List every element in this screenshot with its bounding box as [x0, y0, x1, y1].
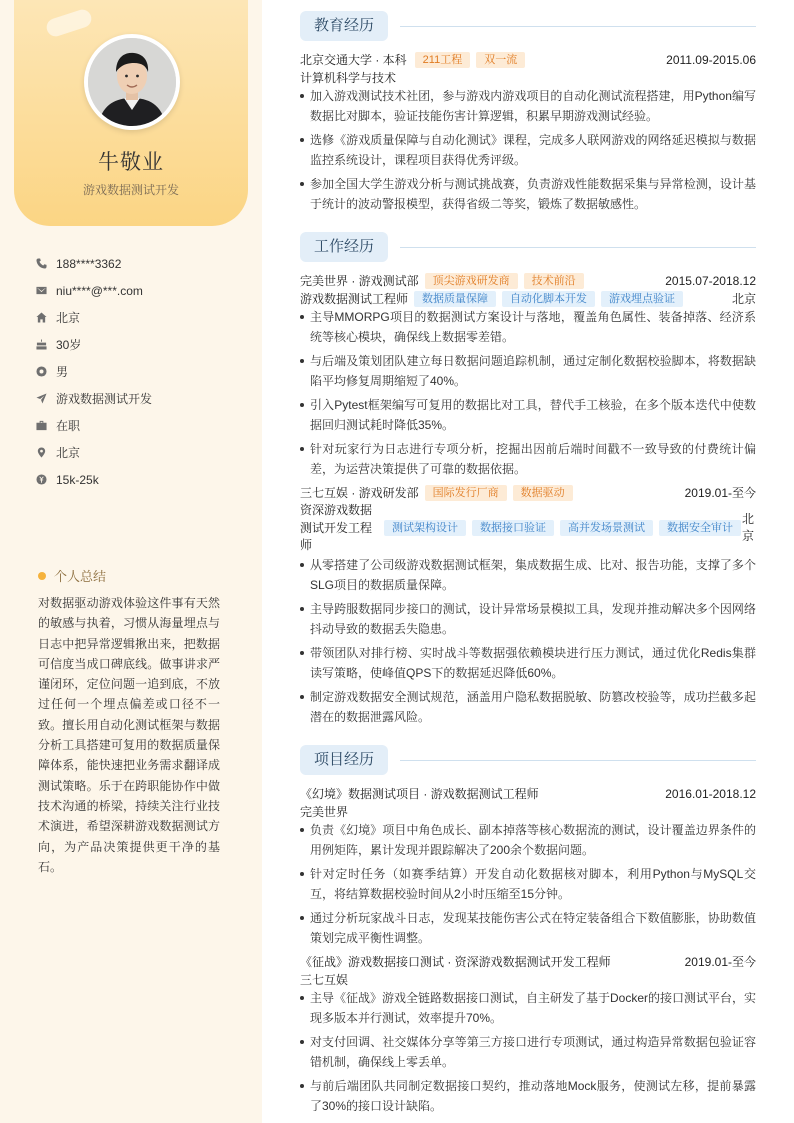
projects-title: 项目经历 [300, 745, 388, 775]
money-icon [36, 473, 56, 487]
section-divider [400, 760, 756, 761]
mail-icon [36, 284, 56, 298]
school-badge: 211工程 [415, 52, 471, 68]
gender-icon [36, 365, 56, 379]
info-email [36, 277, 246, 304]
education-title: 教育经历 [300, 11, 388, 41]
project-bullets [300, 988, 756, 1120]
info-salary-text: 15k-25k [56, 472, 99, 487]
list-item: 与前后端团队共同制定数据接口契约，推动落地Mock服务，使测试左移，提前暴露了30%的接口设计缺陷。 [300, 1076, 756, 1116]
work-heading [300, 232, 756, 262]
project-name: 《征战》游戏数据接口测试 · 资深游戏数据测试开发工程师 [300, 955, 611, 969]
project-company-row [300, 803, 756, 820]
education-school-row [300, 51, 756, 68]
list-item: 主导《征战》游戏全链路数据接口测试，自主研发了基于Docker的接口测试平台，实现多版本并行测试，效率提升70%。 [300, 988, 756, 1028]
project-title-row [300, 785, 756, 802]
skill-badge: 数据安全审计 [659, 520, 741, 536]
company-badge: 数据驱动 [513, 485, 573, 501]
skill-badge: 测试架构设计 [384, 520, 466, 536]
skill-badge: 游戏埋点验证 [601, 291, 683, 307]
list-item: 加入游戏测试技术社团，参与游戏内游戏项目的自动化测试流程搭建，用Python编写数据比对脚本，验证技能伤害计算逻辑，积累早期游戏测试经验。 [300, 86, 756, 126]
location-icon [36, 446, 56, 460]
project-company: 完美世界 [300, 805, 349, 819]
job-period: 2019.01-至今 [684, 486, 756, 500]
contact-info [36, 250, 246, 493]
job-company-row [300, 272, 756, 289]
project-bullets [300, 820, 756, 952]
project-company: 三七互娱 [300, 973, 349, 987]
work-title: 工作经历 [300, 232, 388, 262]
list-item: 选修《游戏质量保障与自动化测试》课程，完成多人联网游戏的网络延迟模拟与数据监控系统设计，课程项目获得优秀评级。 [300, 130, 756, 170]
list-item: 对支付回调、社交媒体分享等第三方接口进行专项测试，通过构造异常数据包验证容错机制，确保线上零丢单。 [300, 1032, 756, 1072]
summary-text: 对数据驱动游戏体验这件事有天然的敏感与执着，习惯从海量埋点与日志中把异常逻辑揪出来，把数据可信度当成口碑底线。做事讲求严谨闭环，定位问题一追到底，不放过任何一个埋点偏差或口径不一致。擅长用自动化测试框架与数据分析工具搭建可复用的数据质量保障体系，能快速把业务需求翻译成测试策略。乐于在跨职能协作中做技术沟通的桥梁，持续关注行业技术演进，希望深耕游戏数据测试方向，为产品决策提供更干净的基石。 [38, 596, 220, 874]
summary-heading [38, 566, 106, 585]
job-city: 北京 [731, 292, 756, 306]
phone-icon [36, 257, 56, 271]
list-item: 引入Pytest框架编写可复用的数据比对工具，替代手工核验，在多个版本迭代中使数据回归测试耗时降低35%。 [300, 395, 756, 435]
sidebar [0, 0, 262, 1123]
list-item: 通过分析玩家战斗日志，发现某技能伤害公式在特定装备组合下数值膨胀，协助数值策划完成平衡性调整。 [300, 908, 756, 948]
info-gender [36, 358, 246, 385]
skill-badge: 数据接口验证 [472, 520, 554, 536]
info-status-text: 在职 [56, 419, 81, 433]
list-item: 制定游戏数据安全测试规范，涵盖用户隐私数据脱敏、防篡改校验等，成功拦截多起潜在的数据泄露风险。 [300, 687, 756, 727]
skill-badge: 自动化脚本开发 [502, 291, 595, 307]
info-intention [36, 385, 246, 412]
job-position-row [300, 502, 756, 554]
send-icon [36, 392, 56, 406]
list-item: 与后端及策划团队建立每日数据问题追踪机制，通过定制化数据校验脚本，将数据缺陷平均修复周期缩短了40%。 [300, 351, 756, 391]
job-position-row [300, 290, 756, 307]
project-company-row [300, 971, 756, 988]
job-bullets [300, 555, 756, 731]
project-name: 《幻境》数据测试项目 · 游戏数据测试工程师 [300, 787, 539, 801]
list-item: 主导跨服数据同步接口的测试，设计异常场景模拟工具，发现并推动解决多个因网络抖动导致的数据丢失隐患。 [300, 599, 756, 639]
info-salary [36, 466, 246, 493]
company-badge: 顶尖游戏研发商 [425, 273, 518, 289]
education-bullets [300, 86, 756, 218]
cake-icon [36, 338, 56, 352]
info-location [36, 439, 246, 466]
projects-heading [300, 745, 756, 775]
school-badge: 双一流 [476, 52, 525, 68]
project-title-row [300, 953, 756, 970]
briefcase-icon [36, 419, 56, 433]
home-icon [36, 311, 56, 325]
info-intention-text: 游戏数据测试开发 [56, 392, 153, 406]
avatar-frame [84, 34, 180, 130]
section-divider [400, 247, 756, 248]
job-city: 北京 [742, 512, 755, 543]
project-period: 2019.01-至今 [684, 955, 756, 969]
info-phone-text: 188****3362 [56, 256, 122, 271]
job-period: 2015.07-2018.12 [665, 273, 756, 288]
info-phone [36, 250, 246, 277]
company-badge: 国际发行厂商 [425, 485, 507, 501]
job-bullets [300, 307, 756, 483]
school-name: 北京交通大学 · 本科 [300, 53, 407, 67]
education-heading [300, 11, 756, 41]
avatar-photo [88, 38, 176, 126]
info-email-text: niu****@***.com [56, 283, 143, 298]
list-item: 从零搭建了公司级游戏数据测试框架，集成数据生成、比对、报告功能，支撑了多个SLG项目的数据质量保障。 [300, 555, 756, 595]
company-name: 完美世界 · 游戏测试部 [300, 274, 419, 288]
info-gender-text: 男 [56, 365, 69, 379]
company-badge: 技术前沿 [524, 273, 584, 289]
profile-name: 牛敬业 [98, 151, 164, 174]
info-age-text: 30岁 [56, 338, 82, 352]
info-age [36, 331, 246, 358]
decorative-pill [44, 7, 93, 38]
job-position: 资深游戏数据测试开发工程师 [300, 503, 373, 552]
major-name: 计算机科学与技术 [300, 71, 397, 85]
skill-badge: 高并发场景测试 [560, 520, 653, 536]
avatar [88, 38, 176, 126]
info-home [36, 304, 246, 331]
list-item: 主导MMORPG项目的数据测试方案设计与落地，覆盖角色属性、装备掉落、经济系统等核心模块，确保线上数据零差错。 [300, 307, 756, 347]
profile-role: 游戏数据测试开发 [82, 183, 179, 197]
info-home-text: 北京 [56, 311, 81, 325]
list-item: 负责《幻境》项目中角色成长、副本掉落等核心数据流的测试，设计覆盖边界条件的用例矩阵，累计发现并跟踪解决了200余个数据问题。 [300, 820, 756, 860]
job-company-row [300, 484, 756, 501]
skill-badge: 数据质量保障 [414, 291, 496, 307]
section-divider [400, 26, 756, 27]
list-item: 针对玩家行为日志进行专项分析，挖掘出因前后端时间戳不一致导致的付费统计偏差，为运营决策提供了可靠的数据依据。 [300, 439, 756, 479]
list-item: 针对定时任务（如赛季结算）开发自动化数据核对脚本，利用Python与MySQL交互，将结算数据校验时间从2小时压缩至15分钟。 [300, 864, 756, 904]
project-period: 2016.01-2018.12 [665, 786, 756, 801]
education-period: 2011.09-2015.06 [666, 52, 756, 67]
job-position: 游戏数据测试工程师 [300, 292, 409, 306]
company-name: 三七互娱 · 游戏研发部 [300, 486, 419, 500]
info-location-text: 北京 [56, 446, 81, 460]
summary-heading-text: 个人总结 [54, 569, 107, 584]
bullet-dot-icon [38, 572, 46, 580]
education-major-row [300, 69, 756, 86]
info-status [36, 412, 246, 439]
list-item: 带领团队对排行榜、实时战斗等数据强依赖模块进行压力测试，通过优化Redis集群读写策略，使峰值QPS下的数据延迟降低60%。 [300, 643, 756, 683]
list-item: 参加全国大学生游戏分析与测试挑战赛，负责游戏性能数据采集与异常检测，设计基于统计的波动警报模型，获得省级二等奖，锻炼了数据敏感性。 [300, 174, 756, 214]
